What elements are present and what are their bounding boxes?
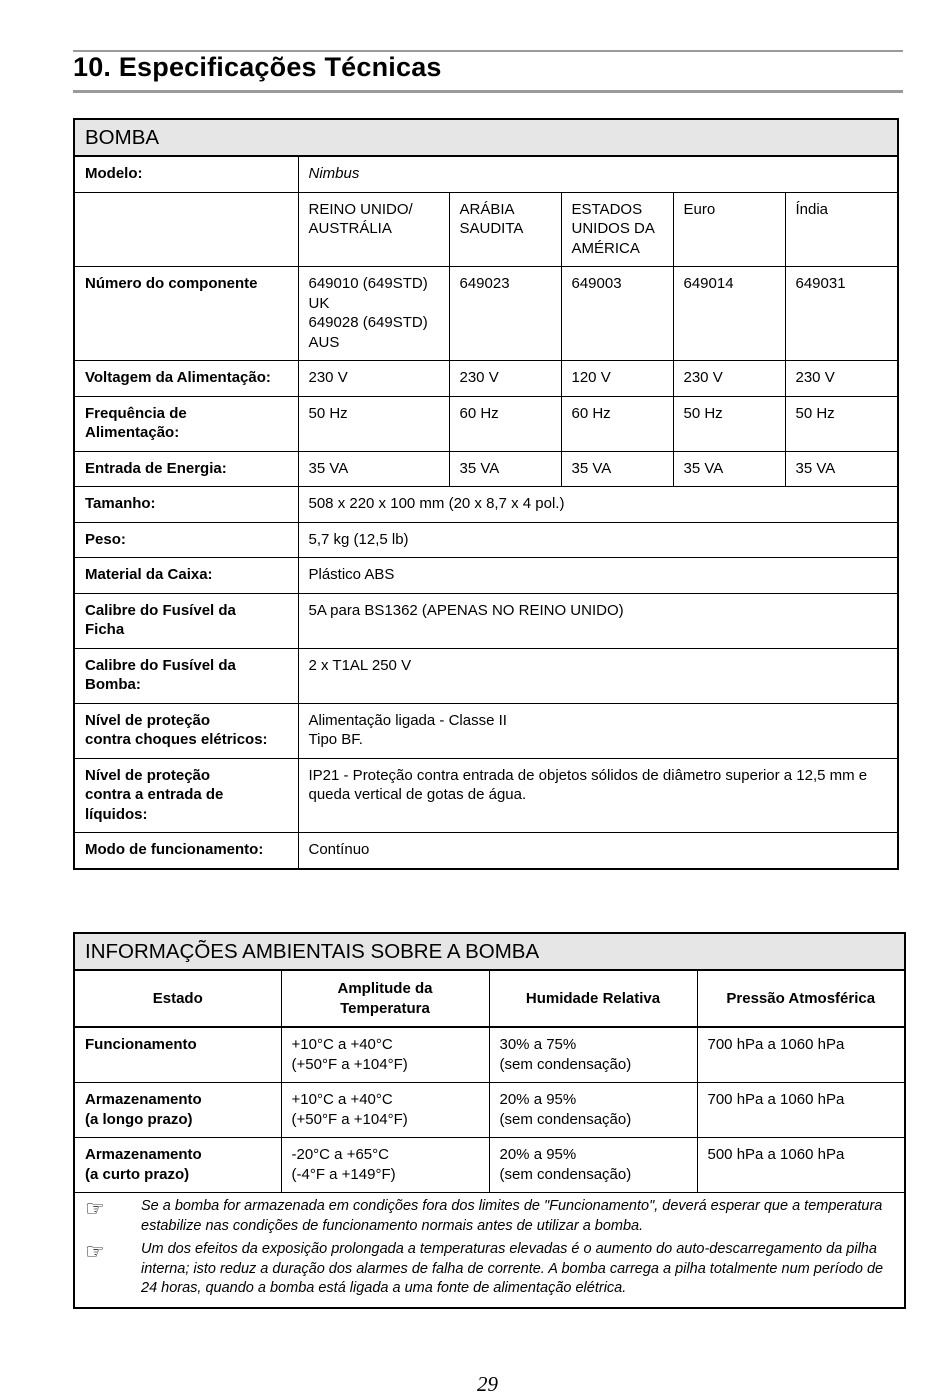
table-row <box>74 833 898 869</box>
power-input-value: 35 VA <box>673 451 785 487</box>
shock-protection-label: Nível de proteção contra choques elétricos: <box>74 703 298 758</box>
region-euro: Euro <box>673 192 785 267</box>
plug-fuse-value: 5A para BS1362 (APENAS NO REINO UNIDO) <box>298 593 898 648</box>
region-india: Índia <box>785 192 898 267</box>
power-input-value: 35 VA <box>298 451 449 487</box>
region-header-empty <box>74 192 298 267</box>
state-cell: Funcionamento <box>74 1027 281 1083</box>
table-row <box>74 156 898 192</box>
page-title: 10. Especificações Técnicas <box>73 52 442 82</box>
humidity-cell: 20% a 95% (sem condensação) <box>489 1138 697 1193</box>
table-row <box>74 1027 905 1083</box>
pointing-hand-icon: ☞ <box>85 1196 105 1221</box>
size-value: 508 x 220 x 100 mm (20 x 8,7 x 4 pol.) <box>298 487 898 523</box>
frequency-value: 50 Hz <box>298 396 449 451</box>
pump-spec-table <box>73 118 899 870</box>
plug-fuse-label: Calibre do Fusível da Ficha <box>74 593 298 648</box>
column-header-temperature: Amplitude da Temperatura <box>281 970 489 1027</box>
pressure-cell: 500 hPa a 1060 hPa <box>697 1138 905 1193</box>
weight-value: 5,7 kg (12,5 lb) <box>298 522 898 558</box>
table-row <box>74 267 898 361</box>
table-row <box>74 593 898 648</box>
table-row <box>74 487 898 523</box>
part-number-value: 649003 <box>561 267 673 361</box>
ingress-protection-value: IP21 - Proteção contra entrada de objetos sólidos de diâmetro superior a 12,5 mm e queda vertical de gotas de água. <box>298 758 898 833</box>
shock-protection-value: Alimentação ligada - Classe II Tipo BF. <box>298 703 898 758</box>
table-row <box>74 758 898 833</box>
environment-table <box>73 932 906 1309</box>
weight-label: Peso: <box>74 522 298 558</box>
temperature-cell: -20°C a +65°C (-4°F a +149°F) <box>281 1138 489 1193</box>
table-row <box>74 361 898 397</box>
region-saudi: ARÁBIA SAUDITA <box>449 192 561 267</box>
pump-fuse-label: Calibre do Fusível da Bomba: <box>74 648 298 703</box>
column-header-pressure: Pressão Atmosférica <box>697 970 905 1027</box>
frequency-label: Frequência de Alimentação: <box>74 396 298 451</box>
pressure-cell: 700 hPa a 1060 hPa <box>697 1083 905 1138</box>
table-row <box>74 396 898 451</box>
table-row <box>74 1083 905 1138</box>
operation-mode-label: Modo de funcionamento: <box>74 833 298 869</box>
notes-cell <box>74 1193 905 1308</box>
power-input-label: Entrada de Energia: <box>74 451 298 487</box>
part-number-value: 649031 <box>785 267 898 361</box>
power-input-value: 35 VA <box>449 451 561 487</box>
voltage-value: 230 V <box>298 361 449 397</box>
temperature-cell: +10°C a +40°C (+50°F a +104°F) <box>281 1027 489 1083</box>
state-cell: Armazenamento (a curto prazo) <box>74 1138 281 1193</box>
note-text: Um dos efeitos da exposição prolongada a temperaturas elevadas é o aumento do auto-descarregamento da pilha interna; isto reduz a duração dos alarmes de falha de corrente. A bomba carrega a pilha totalmente num período de 24 horas, quando a bomba está ligada a uma fonte de alimentação elétrica. <box>141 1241 884 1296</box>
table-row <box>74 703 898 758</box>
pump-section-header: BOMBA <box>74 119 898 156</box>
table-row <box>74 1138 905 1193</box>
region-usa: ESTADOS UNIDOS DA AMÉRICA <box>561 192 673 267</box>
pressure-cell: 700 hPa a 1060 hPa <box>697 1027 905 1083</box>
page-number: 29 <box>477 1372 498 1396</box>
case-material-value: Plástico ABS <box>298 558 898 594</box>
title-rule <box>73 90 903 93</box>
temperature-cell: +10°C a +40°C (+50°F a +104°F) <box>281 1083 489 1138</box>
part-number-value: 649014 <box>673 267 785 361</box>
frequency-value: 50 Hz <box>785 396 898 451</box>
operation-mode-value: Contínuo <box>298 833 898 869</box>
voltage-value: 230 V <box>673 361 785 397</box>
table-row <box>74 522 898 558</box>
table-row <box>74 648 898 703</box>
environment-section-header: INFORMAÇÕES AMBIENTAIS SOBRE A BOMBA <box>74 933 905 970</box>
voltage-label: Voltagem da Alimentação: <box>74 361 298 397</box>
case-material-label: Material da Caixa: <box>74 558 298 594</box>
note-item <box>85 1197 894 1236</box>
model-label: Modelo: <box>74 156 298 192</box>
table-row <box>74 192 898 267</box>
humidity-cell: 20% a 95% (sem condensação) <box>489 1083 697 1138</box>
note-item <box>85 1240 894 1299</box>
part-number-value: 649010 (649STD) UK 649028 (649STD) AUS <box>298 267 449 361</box>
table-header-row <box>74 970 905 1027</box>
power-input-value: 35 VA <box>785 451 898 487</box>
frequency-value: 60 Hz <box>449 396 561 451</box>
column-header-humidity: Humidade Relativa <box>489 970 697 1027</box>
size-label: Tamanho: <box>74 487 298 523</box>
part-number-label: Número do componente <box>74 267 298 361</box>
humidity-cell: 30% a 75% (sem condensação) <box>489 1027 697 1083</box>
pointing-hand-icon: ☞ <box>85 1239 105 1264</box>
notes-row <box>74 1193 905 1308</box>
model-value: Nimbus <box>298 156 898 192</box>
table-row <box>74 451 898 487</box>
ingress-protection-label: Nível de proteção contra a entrada de líquidos: <box>74 758 298 833</box>
part-number-value: 649023 <box>449 267 561 361</box>
table-row <box>74 558 898 594</box>
voltage-value: 230 V <box>785 361 898 397</box>
state-cell: Armazenamento (a longo prazo) <box>74 1083 281 1138</box>
frequency-value: 50 Hz <box>673 396 785 451</box>
pump-fuse-value: 2 x T1AL 250 V <box>298 648 898 703</box>
note-text: Se a bomba for armazenada em condições fora dos limites de "Funcionamento", deverá esperar que a temperatura estabilize nas condições de funcionamento normais antes de utilizar a bomba. <box>141 1198 883 1234</box>
voltage-value: 230 V <box>449 361 561 397</box>
region-uk-aus: REINO UNIDO/ AUSTRÁLIA <box>298 192 449 267</box>
power-input-value: 35 VA <box>561 451 673 487</box>
voltage-value: 120 V <box>561 361 673 397</box>
frequency-value: 60 Hz <box>561 396 673 451</box>
column-header-state: Estado <box>74 970 281 1027</box>
